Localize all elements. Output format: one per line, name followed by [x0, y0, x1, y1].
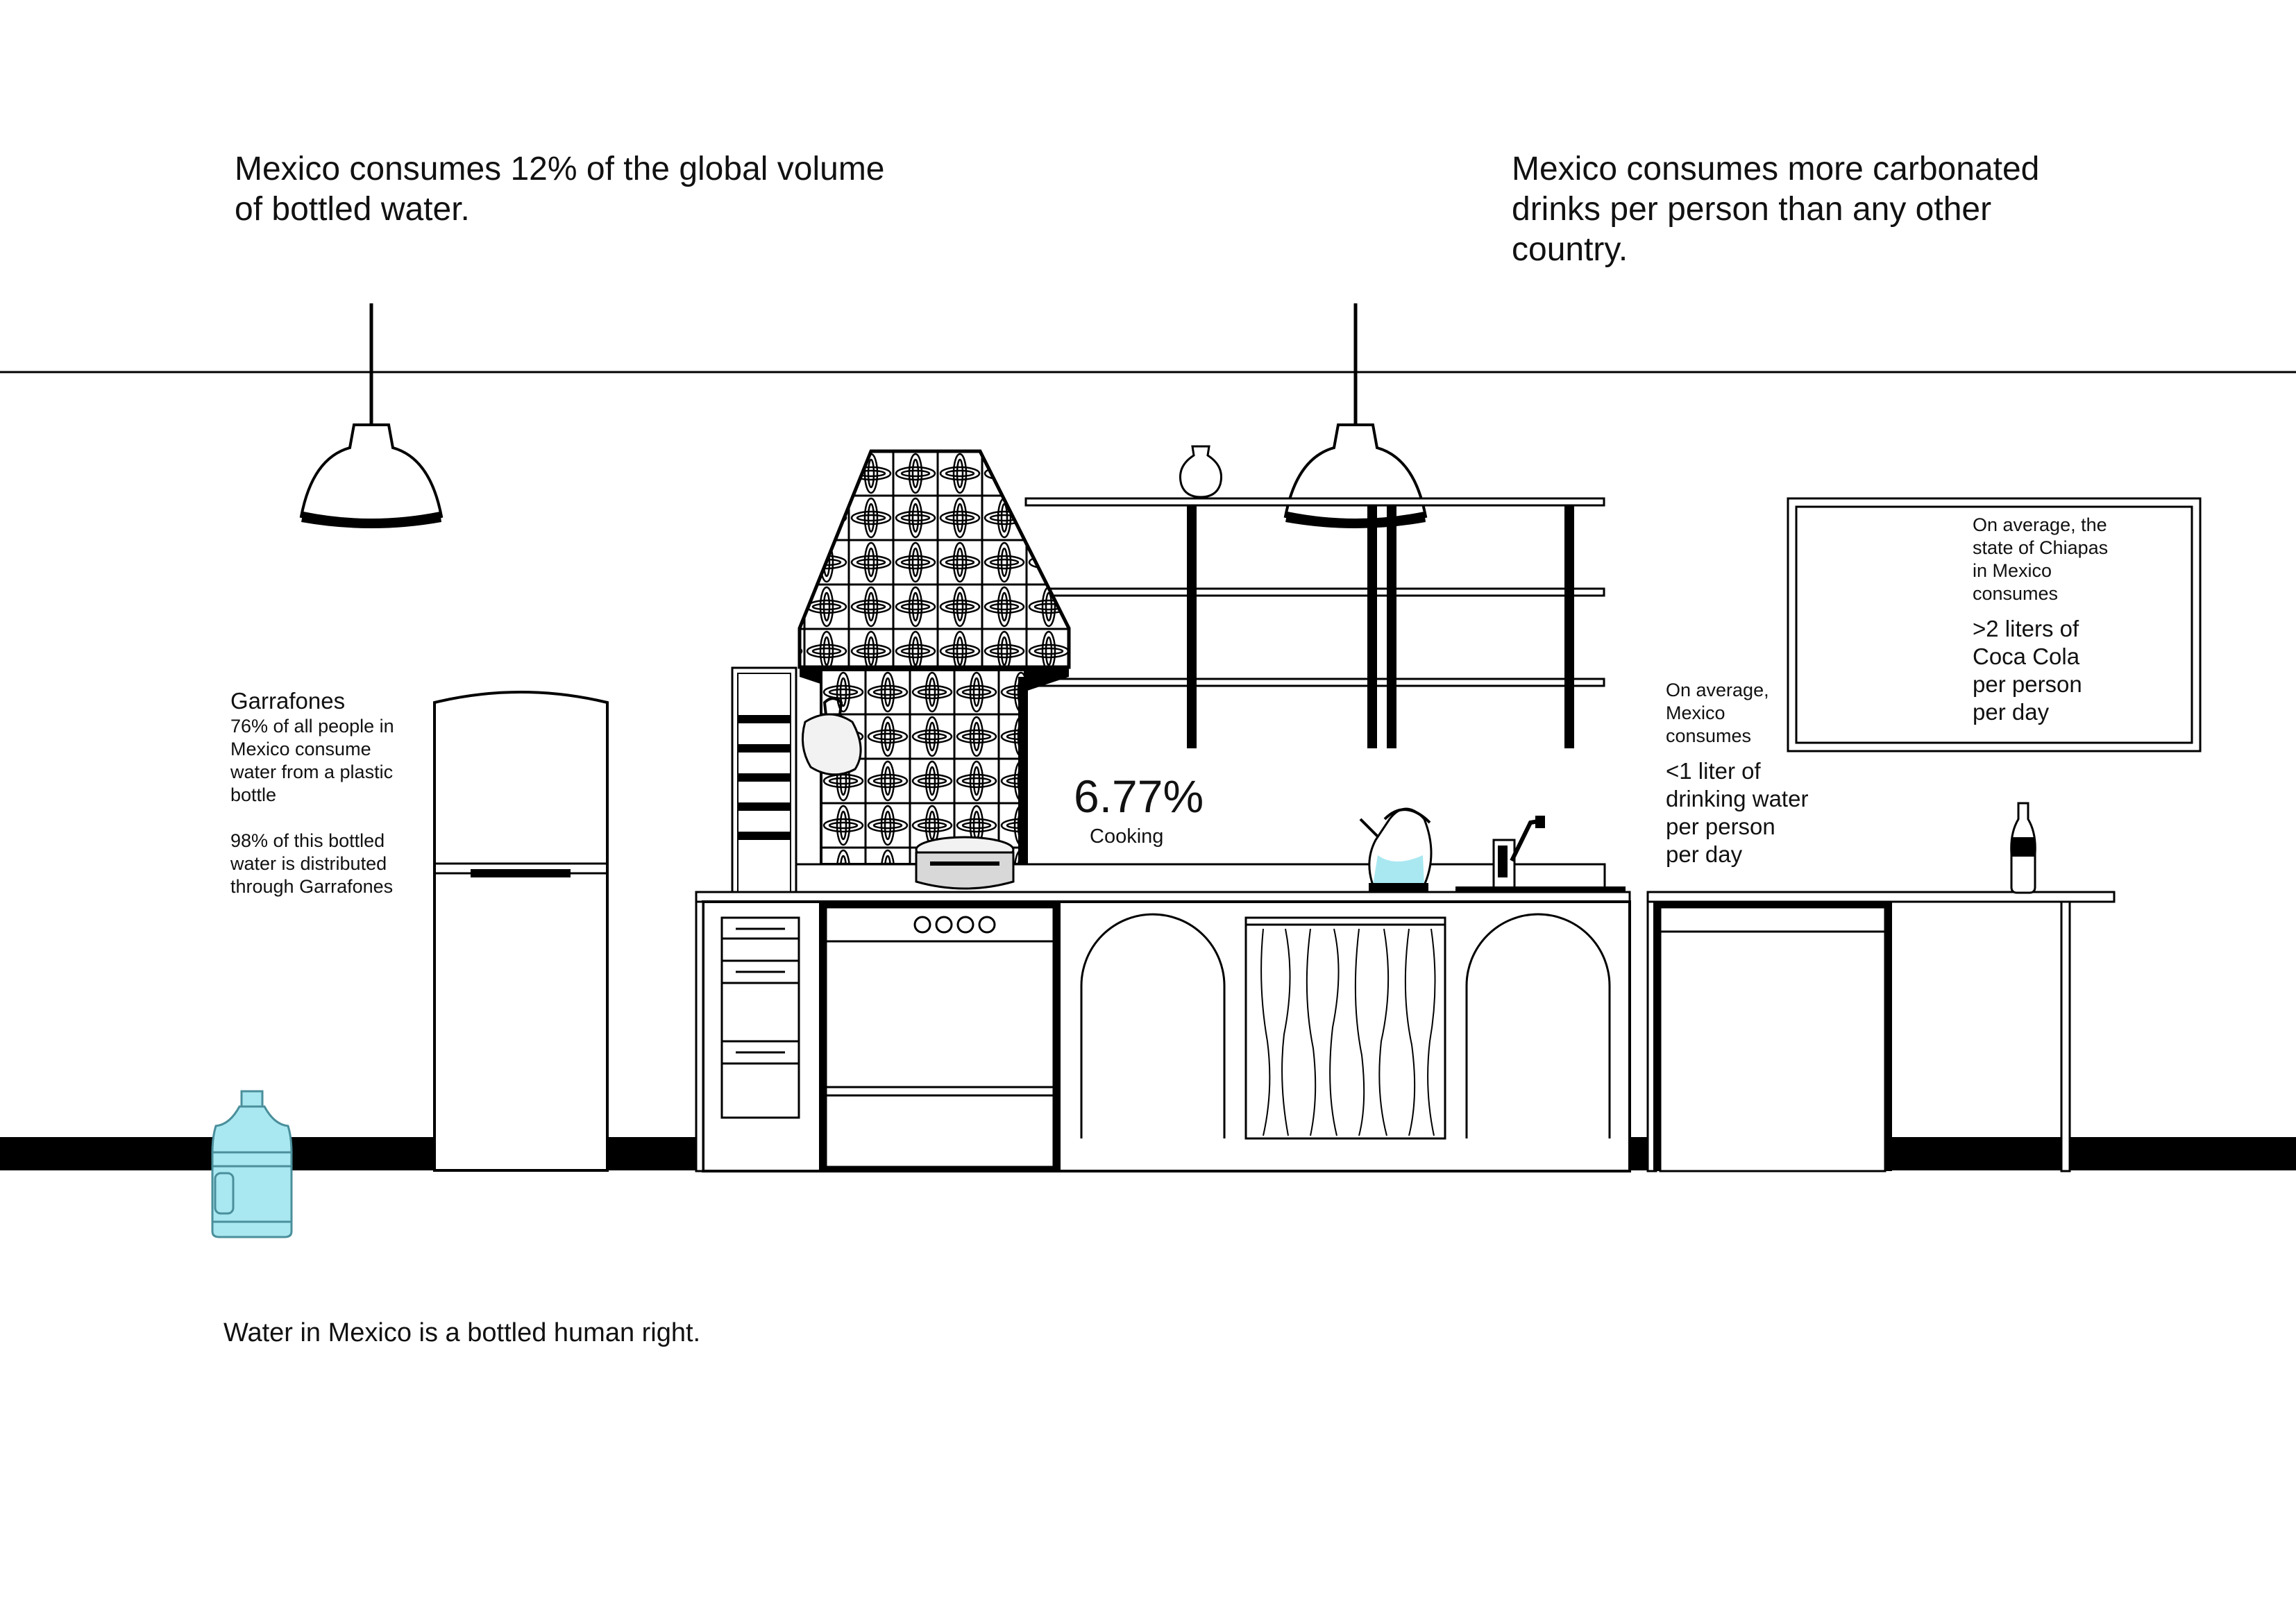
footer-statement: Water in Mexico is a bottled human right.	[223, 1318, 701, 1347]
kettle	[1360, 809, 1431, 891]
drinking-intro-line: consumes	[1666, 725, 1752, 746]
headline-carbonated-drinks	[1512, 149, 2039, 270]
towel-rack	[732, 668, 796, 893]
garrafones-stat-line: bottle	[230, 784, 277, 805]
garrafones-stat-line: 98% of this bottled	[230, 830, 385, 851]
garrafones-stat-line: 76% of all people in	[230, 716, 394, 737]
garrafones-title: Garrafones	[230, 688, 346, 714]
side-counter	[1648, 892, 2114, 1171]
refrigerator	[434, 692, 607, 1170]
garrafones-stat-line: Mexico consume	[230, 739, 371, 759]
drinking-amount-line: per day	[1666, 841, 1743, 867]
headline-line: drinks per person than any other	[1512, 191, 1992, 228]
pendant-lamp-right	[1285, 303, 1426, 528]
drawer-column	[722, 918, 799, 1118]
drinking-intro-line: On average,	[1666, 680, 1769, 700]
drinking-water-callout	[1666, 679, 1808, 868]
chiapas-amount-line: per person	[1973, 671, 2082, 697]
chiapas-intro-line: consumes	[1973, 583, 2059, 604]
headline-bottled-water	[235, 149, 885, 230]
garrafones-stat-line: water is distributed	[230, 853, 387, 874]
headline-line: Mexico consumes more carbonated	[1512, 151, 2040, 187]
slow-cooker	[916, 837, 1013, 889]
drinking-amount-line: drinking water	[1666, 786, 1809, 812]
drinking-intro-line: Mexico	[1666, 703, 1725, 723]
chiapas-callout	[1973, 514, 2108, 726]
chiapas-amount-line: per day	[1973, 699, 2050, 725]
garrafones-stat-line: water from a plastic	[230, 762, 394, 782]
headline-line: country.	[1512, 231, 1628, 268]
chiapas-amount-line: >2 liters of	[1973, 616, 2079, 641]
backsplash-edge	[1018, 677, 1028, 864]
spacer	[230, 807, 394, 830]
arched-opening-right	[1467, 914, 1610, 1138]
garrafones-stat-line: through Garrafones	[230, 876, 394, 897]
headline-line: of bottled water.	[235, 191, 470, 228]
pendant-lamp-left	[301, 303, 441, 528]
sink-curtain	[1246, 918, 1445, 1138]
garrafones-callout	[230, 687, 394, 898]
chiapas-amount-line: Coca Cola	[1973, 644, 2080, 669]
arched-opening-left	[1081, 914, 1224, 1138]
garrafon-water-bottle	[212, 1091, 292, 1237]
wall-shelves	[1026, 498, 1604, 748]
drinking-amount-line: per person	[1666, 814, 1775, 839]
dishwasher	[819, 902, 1061, 1171]
drinking-amount-line: <1 liter of	[1666, 758, 1761, 784]
tiled-range-hood	[800, 451, 1069, 691]
coca-cola-bottle	[2011, 803, 2036, 893]
chiapas-intro-line: On average, the	[1973, 514, 2107, 535]
headline-line: Mexico consumes 12% of the global volume	[235, 151, 885, 187]
cooking-label: Cooking	[1090, 825, 1164, 848]
cooking-percent: 6.77%	[1074, 771, 1204, 822]
chiapas-intro-line: state of Chiapas	[1973, 537, 2109, 558]
vase	[1180, 446, 1221, 497]
chiapas-intro-line: in Mexico	[1973, 560, 2052, 581]
